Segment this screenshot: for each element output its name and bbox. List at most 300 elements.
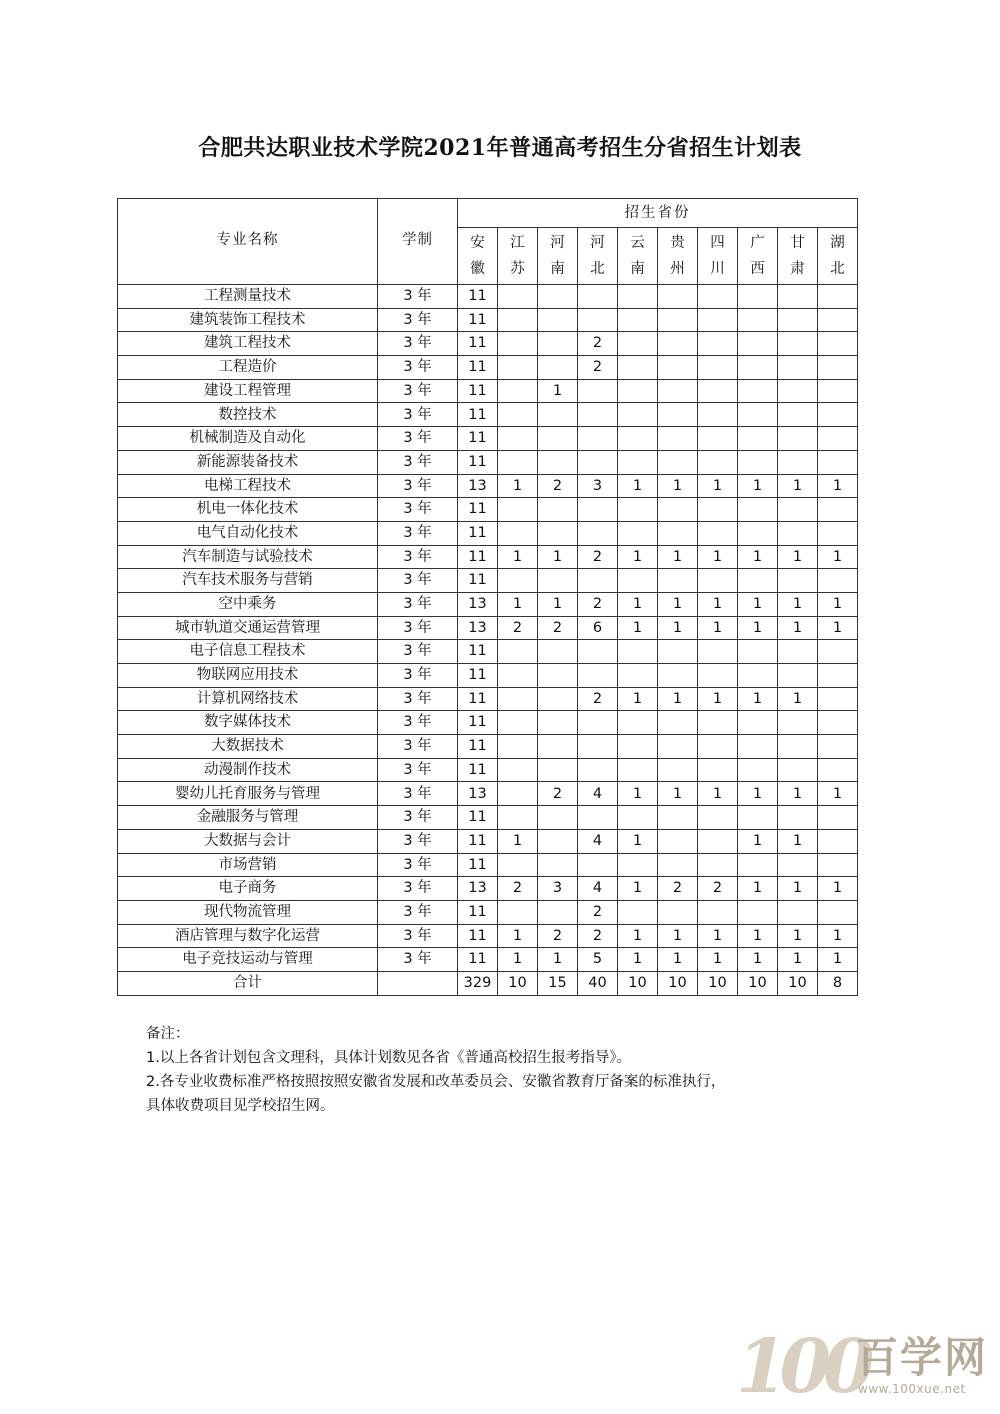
cell-quota: 1 <box>538 379 578 403</box>
cell-quota <box>578 640 618 664</box>
cell-quota: 13 <box>458 616 498 640</box>
cell-quota <box>738 356 778 380</box>
cell-quota <box>658 758 698 782</box>
cell-major: 新能源装备技术 <box>118 450 378 474</box>
table-row <box>118 498 858 522</box>
notes-line-2: 2.各专业收费标准严格按照按照安徽省发展和改革委员会、安徽省教育厅备案的标准执行， <box>146 1074 726 1090</box>
total-quota: 15 <box>538 971 578 995</box>
cell-quota <box>658 735 698 759</box>
cell-quota <box>818 853 858 877</box>
cell-quota <box>818 806 858 830</box>
cell-quota <box>778 450 818 474</box>
total-row <box>118 971 858 995</box>
total-years <box>378 971 458 995</box>
cell-quota <box>578 521 618 545</box>
cell-years: 3 年 <box>378 356 458 380</box>
cell-quota <box>618 900 658 924</box>
cell-quota <box>658 711 698 735</box>
cell-quota: 1 <box>818 948 858 972</box>
cell-quota: 1 <box>618 545 658 569</box>
cell-quota: 11 <box>458 758 498 782</box>
cell-quota <box>738 403 778 427</box>
cell-quota <box>698 356 738 380</box>
cell-quota <box>658 285 698 309</box>
header-province <box>818 228 858 285</box>
cell-quota: 1 <box>618 829 658 853</box>
header-province-label: 湖北 <box>830 235 845 277</box>
cell-quota: 1 <box>658 592 698 616</box>
cell-quota <box>738 664 778 688</box>
cell-quota <box>498 356 538 380</box>
table-row <box>118 356 858 380</box>
cell-quota <box>658 829 698 853</box>
cell-quota <box>738 640 778 664</box>
cell-quota: 1 <box>538 592 578 616</box>
cell-quota: 11 <box>458 427 498 451</box>
cell-major: 汽车制造与试验技术 <box>118 545 378 569</box>
cell-quota: 1 <box>818 877 858 901</box>
cell-quota: 13 <box>458 877 498 901</box>
cell-years: 3 年 <box>378 592 458 616</box>
cell-quota <box>498 427 538 451</box>
cell-quota: 1 <box>778 474 818 498</box>
header-province-label: 安徽 <box>470 235 485 277</box>
watermark-digits: 100 <box>736 1324 867 1410</box>
cell-quota <box>698 900 738 924</box>
cell-quota: 1 <box>818 545 858 569</box>
cell-quota <box>738 308 778 332</box>
cell-major: 建筑装饰工程技术 <box>118 308 378 332</box>
cell-quota <box>618 664 658 688</box>
table-row <box>118 664 858 688</box>
header-province-label: 广西 <box>750 235 765 277</box>
cell-quota: 1 <box>778 782 818 806</box>
cell-quota <box>658 308 698 332</box>
cell-quota <box>658 427 698 451</box>
table-row <box>118 735 858 759</box>
cell-years: 3 年 <box>378 687 458 711</box>
cell-quota <box>658 450 698 474</box>
cell-quota <box>738 806 778 830</box>
cell-quota: 1 <box>658 948 698 972</box>
cell-quota <box>538 569 578 593</box>
cell-quota: 11 <box>458 806 498 830</box>
total-quota: 8 <box>818 971 858 995</box>
cell-quota <box>738 450 778 474</box>
header-province <box>618 228 658 285</box>
cell-quota: 1 <box>658 687 698 711</box>
table-row <box>118 924 858 948</box>
cell-major: 电子商务 <box>118 877 378 901</box>
total-quota: 40 <box>578 971 618 995</box>
cell-quota <box>818 569 858 593</box>
header-province-label: 江苏 <box>510 235 525 277</box>
cell-years: 3 年 <box>378 521 458 545</box>
cell-quota <box>698 450 738 474</box>
cell-quota: 1 <box>738 616 778 640</box>
cell-major: 汽车技术服务与营销 <box>118 569 378 593</box>
cell-quota: 4 <box>578 877 618 901</box>
cell-quota <box>818 640 858 664</box>
cell-quota: 11 <box>458 664 498 688</box>
table-row <box>118 403 858 427</box>
cell-quota: 1 <box>658 474 698 498</box>
watermark-url: www.100xue.net <box>858 1382 966 1396</box>
cell-quota <box>698 711 738 735</box>
cell-quota: 1 <box>618 877 658 901</box>
cell-quota <box>538 332 578 356</box>
cell-quota: 1 <box>698 782 738 806</box>
total-quota: 10 <box>738 971 778 995</box>
header-province <box>778 228 818 285</box>
cell-quota <box>618 806 658 830</box>
cell-quota <box>578 285 618 309</box>
cell-quota: 1 <box>618 782 658 806</box>
table-row <box>118 616 858 640</box>
cell-quota <box>778 308 818 332</box>
cell-quota <box>538 521 578 545</box>
header-province <box>738 228 778 285</box>
cell-quota: 2 <box>538 616 578 640</box>
cell-years: 3 年 <box>378 782 458 806</box>
cell-quota: 4 <box>578 829 618 853</box>
cell-quota <box>578 806 618 830</box>
cell-quota <box>498 711 538 735</box>
cell-quota <box>698 735 738 759</box>
cell-quota <box>538 758 578 782</box>
cell-quota <box>698 569 738 593</box>
cell-years: 3 年 <box>378 711 458 735</box>
cell-major: 大数据与会计 <box>118 829 378 853</box>
header-provinces-group: 招生省份 <box>458 199 858 228</box>
cell-quota <box>618 379 658 403</box>
cell-quota: 1 <box>498 474 538 498</box>
cell-quota <box>618 853 658 877</box>
cell-major: 电梯工程技术 <box>118 474 378 498</box>
cell-years: 3 年 <box>378 450 458 474</box>
cell-quota: 1 <box>818 782 858 806</box>
cell-quota <box>658 664 698 688</box>
cell-quota <box>738 285 778 309</box>
cell-quota: 1 <box>738 948 778 972</box>
cell-quota <box>658 403 698 427</box>
cell-quota: 2 <box>538 924 578 948</box>
cell-quota <box>698 332 738 356</box>
cell-quota: 1 <box>698 474 738 498</box>
cell-quota <box>498 806 538 830</box>
header-province <box>498 228 538 285</box>
table-row <box>118 379 858 403</box>
cell-years: 3 年 <box>378 948 458 972</box>
cell-quota: 1 <box>538 948 578 972</box>
cell-years: 3 年 <box>378 806 458 830</box>
cell-quota <box>738 900 778 924</box>
cell-quota: 1 <box>498 829 538 853</box>
cell-major: 计算机网络技术 <box>118 687 378 711</box>
cell-quota: 13 <box>458 782 498 806</box>
cell-quota <box>698 521 738 545</box>
cell-quota: 1 <box>738 782 778 806</box>
cell-major: 动漫制作技术 <box>118 758 378 782</box>
cell-quota: 1 <box>698 924 738 948</box>
cell-quota: 11 <box>458 450 498 474</box>
cell-quota <box>618 758 658 782</box>
cell-quota: 1 <box>658 616 698 640</box>
notes-line-1: 1.以上各省计划包含文理科，具体计划数见各省《普通高校招生报考指导》。 <box>146 1050 632 1066</box>
cell-major: 金融服务与管理 <box>118 806 378 830</box>
total-quota: 10 <box>658 971 698 995</box>
cell-quota <box>698 853 738 877</box>
cell-quota: 11 <box>458 498 498 522</box>
cell-quota <box>578 427 618 451</box>
cell-quota: 11 <box>458 285 498 309</box>
cell-years: 3 年 <box>378 308 458 332</box>
cell-quota <box>578 403 618 427</box>
table-row <box>118 569 858 593</box>
cell-quota <box>498 332 538 356</box>
cell-years: 3 年 <box>378 403 458 427</box>
cell-quota <box>818 450 858 474</box>
cell-major: 电气自动化技术 <box>118 521 378 545</box>
cell-quota <box>698 308 738 332</box>
cell-quota <box>778 379 818 403</box>
cell-quota: 11 <box>458 379 498 403</box>
cell-quota <box>698 640 738 664</box>
cell-quota <box>818 403 858 427</box>
total-quota: 329 <box>458 971 498 995</box>
cell-major: 市场营销 <box>118 853 378 877</box>
table-row <box>118 782 858 806</box>
watermark-text: 百学网 <box>856 1333 989 1382</box>
cell-quota <box>818 758 858 782</box>
table-row <box>118 427 858 451</box>
cell-quota <box>818 332 858 356</box>
total-quota: 10 <box>618 971 658 995</box>
cell-quota: 1 <box>698 948 738 972</box>
cell-major: 电子信息工程技术 <box>118 640 378 664</box>
cell-quota <box>618 569 658 593</box>
cell-quota <box>818 308 858 332</box>
table-row <box>118 806 858 830</box>
cell-quota: 1 <box>618 948 658 972</box>
cell-major: 物联网应用技术 <box>118 664 378 688</box>
cell-quota: 1 <box>778 592 818 616</box>
cell-major: 现代物流管理 <box>118 900 378 924</box>
cell-quota <box>538 498 578 522</box>
cell-quota <box>818 735 858 759</box>
cell-quota <box>658 569 698 593</box>
cell-quota <box>498 758 538 782</box>
cell-quota <box>498 285 538 309</box>
cell-years: 3 年 <box>378 285 458 309</box>
header-major: 专业名称 <box>118 199 378 285</box>
cell-major: 电子竞技运动与管理 <box>118 948 378 972</box>
table-row <box>118 853 858 877</box>
cell-quota: 1 <box>818 616 858 640</box>
cell-quota: 1 <box>618 474 658 498</box>
cell-quota <box>538 427 578 451</box>
table-row <box>118 900 858 924</box>
cell-quota: 1 <box>618 924 658 948</box>
cell-quota <box>658 900 698 924</box>
cell-quota: 2 <box>698 877 738 901</box>
cell-quota <box>538 285 578 309</box>
total-quota: 10 <box>698 971 738 995</box>
table-row <box>118 758 858 782</box>
cell-quota: 11 <box>458 853 498 877</box>
cell-major: 机械制造及自动化 <box>118 427 378 451</box>
cell-quota <box>578 379 618 403</box>
cell-major: 大数据技术 <box>118 735 378 759</box>
cell-quota: 1 <box>698 616 738 640</box>
cell-quota <box>818 498 858 522</box>
table-row <box>118 711 858 735</box>
cell-quota <box>738 758 778 782</box>
cell-quota: 1 <box>498 948 538 972</box>
table-row <box>118 592 858 616</box>
cell-quota <box>578 735 618 759</box>
table-row <box>118 521 858 545</box>
cell-quota: 1 <box>498 545 538 569</box>
cell-quota <box>498 379 538 403</box>
table-row <box>118 474 858 498</box>
cell-quota: 2 <box>538 474 578 498</box>
cell-quota: 1 <box>498 924 538 948</box>
enrollment-plan-table <box>117 198 858 996</box>
cell-major: 数控技术 <box>118 403 378 427</box>
cell-quota <box>658 640 698 664</box>
cell-quota <box>658 498 698 522</box>
cell-quota <box>538 829 578 853</box>
cell-quota <box>618 427 658 451</box>
cell-quota <box>818 900 858 924</box>
cell-quota: 11 <box>458 356 498 380</box>
cell-years: 3 年 <box>378 829 458 853</box>
cell-major: 空中乘务 <box>118 592 378 616</box>
cell-quota <box>698 498 738 522</box>
cell-quota: 1 <box>778 545 818 569</box>
table-row <box>118 687 858 711</box>
cell-quota: 5 <box>578 948 618 972</box>
header-province-label: 甘肃 <box>790 235 805 277</box>
cell-quota <box>618 498 658 522</box>
cell-quota <box>778 427 818 451</box>
cell-quota: 11 <box>458 711 498 735</box>
header-province-label: 贵州 <box>670 235 685 277</box>
cell-quota: 1 <box>738 687 778 711</box>
cell-quota <box>738 711 778 735</box>
cell-quota: 1 <box>738 592 778 616</box>
cell-years: 3 年 <box>378 735 458 759</box>
cell-quota <box>818 356 858 380</box>
cell-years: 3 年 <box>378 877 458 901</box>
header-province <box>578 228 618 285</box>
cell-quota <box>538 450 578 474</box>
cell-quota <box>818 687 858 711</box>
cell-quota <box>698 379 738 403</box>
cell-quota <box>578 308 618 332</box>
cell-quota: 11 <box>458 332 498 356</box>
cell-quota <box>538 403 578 427</box>
cell-major: 工程造价 <box>118 356 378 380</box>
cell-years: 3 年 <box>378 545 458 569</box>
cell-years: 3 年 <box>378 664 458 688</box>
cell-years: 3 年 <box>378 379 458 403</box>
cell-quota: 2 <box>498 877 538 901</box>
cell-quota: 11 <box>458 569 498 593</box>
notes-heading: 备注： <box>146 1026 190 1042</box>
cell-quota <box>778 403 818 427</box>
cell-quota: 1 <box>818 592 858 616</box>
cell-quota <box>578 450 618 474</box>
total-quota: 10 <box>498 971 538 995</box>
cell-quota: 1 <box>738 545 778 569</box>
cell-quota <box>738 332 778 356</box>
cell-quota <box>498 569 538 593</box>
cell-quota: 11 <box>458 948 498 972</box>
notes <box>146 1022 866 1118</box>
cell-quota: 2 <box>578 545 618 569</box>
header-province <box>658 228 698 285</box>
cell-quota <box>578 711 618 735</box>
cell-quota <box>538 711 578 735</box>
cell-quota <box>498 782 538 806</box>
cell-quota: 6 <box>578 616 618 640</box>
cell-quota <box>618 356 658 380</box>
cell-quota <box>778 285 818 309</box>
cell-quota: 11 <box>458 308 498 332</box>
table-row <box>118 545 858 569</box>
cell-quota: 11 <box>458 403 498 427</box>
cell-quota: 1 <box>618 592 658 616</box>
cell-quota <box>498 450 538 474</box>
table-row <box>118 285 858 309</box>
cell-quota <box>498 403 538 427</box>
cell-quota <box>698 806 738 830</box>
cell-quota <box>578 498 618 522</box>
cell-quota <box>498 664 538 688</box>
cell-quota <box>818 711 858 735</box>
cell-quota <box>618 403 658 427</box>
page-title: 合肥共达职业技术学院2021年普通高考招生分省招生计划表 <box>198 135 802 161</box>
table-row <box>118 877 858 901</box>
table-row <box>118 640 858 664</box>
cell-quota <box>498 498 538 522</box>
cell-quota <box>778 853 818 877</box>
cell-quota: 2 <box>578 592 618 616</box>
cell-quota: 13 <box>458 592 498 616</box>
header-province-label: 河南 <box>550 235 565 277</box>
cell-quota <box>778 664 818 688</box>
cell-quota: 2 <box>578 900 618 924</box>
notes-line-2-cont: 具体收费项目见学校招生网。 <box>146 1098 335 1114</box>
cell-quota: 11 <box>458 687 498 711</box>
cell-quota <box>738 735 778 759</box>
cell-quota: 1 <box>778 687 818 711</box>
cell-years: 3 年 <box>378 474 458 498</box>
cell-quota: 2 <box>578 687 618 711</box>
cell-quota <box>738 853 778 877</box>
cell-years: 3 年 <box>378 616 458 640</box>
cell-years: 3 年 <box>378 427 458 451</box>
cell-quota <box>538 806 578 830</box>
cell-quota <box>618 521 658 545</box>
cell-quota <box>618 308 658 332</box>
cell-quota: 1 <box>738 829 778 853</box>
table-row <box>118 829 858 853</box>
header-province-label: 四川 <box>710 235 725 277</box>
cell-quota <box>778 356 818 380</box>
